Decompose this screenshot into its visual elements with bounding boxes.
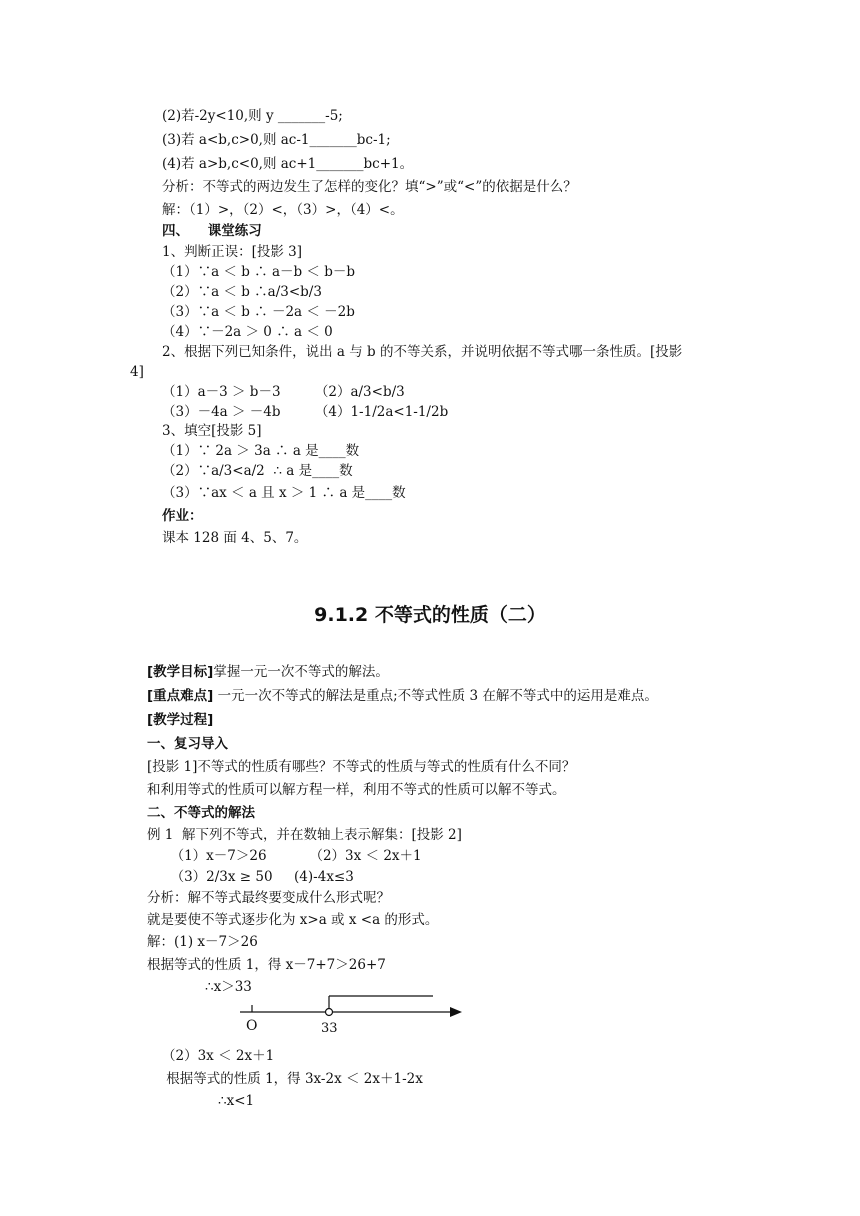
example-1-line-1: （1）x－7＞26 （2）3x ＜ 2x＋1 — [162, 848, 422, 864]
example-1: 例 1 解下列不等式，并在数轴上表示解集：[投影 2] — [147, 827, 462, 843]
exercise-3-3: （3）∵ax ＜ a 且 x ＞ 1 ∴ a 是____数 — [162, 485, 406, 501]
open-point-33 — [326, 1009, 333, 1016]
section-title: 9.1.2 不等式的性质（二） — [314, 604, 546, 626]
homework-text: 课本 128 面 4、5、7。 — [162, 530, 308, 546]
exercise-2-1: （1）a－3 ＞ b－3 （2）a/3<b/3 — [162, 384, 405, 400]
teaching-goal-label: [教学目标] — [147, 664, 214, 680]
exercise-2-2: （3）－4a ＞ －4b （4）1-1/2a<1-1/2b — [162, 404, 449, 420]
key-difficulty-label: [重点难点] — [147, 688, 214, 704]
exercise-1-3: （3）∵a ＜ b ∴ －2a ＜ －2b — [162, 304, 355, 320]
axis-origin-label: O — [246, 1018, 258, 1034]
teaching-goal-text: 掌握一元一次不等式的解法。 — [213, 664, 389, 680]
solution-line-3: （2）3x ＜ 2x＋1 — [162, 1048, 275, 1064]
intro-line-2: 和利用等式的性质可以解方程一样，利用不等式的性质可以解不等式。 — [147, 782, 566, 798]
solving-heading: 二、不等式的解法 — [147, 805, 255, 821]
question-4: (4)若 a>b,c<0,则 ac+1_______bc+1。 — [162, 156, 414, 172]
key-difficulty-text: 一元一次不等式的解法是重点;不等式性质 3 在解不等式中的运用是难点。 — [213, 688, 658, 704]
teaching-process-label: [教学过程] — [147, 712, 214, 728]
section-4-heading: 四、 课堂练习 — [162, 223, 262, 239]
exercise-2-wrap: 4] — [130, 364, 144, 380]
question-3: (3)若 a<b,c>0,则 ac-1_______bc-1; — [162, 132, 391, 148]
analysis-line-1: 分析：解不等式最终要变成什么形式呢？ — [147, 890, 390, 906]
homework-label: 作业： — [162, 508, 203, 524]
exercise-3-1: （1）∵ 2a ＞ 3a ∴ a 是____数 — [162, 443, 360, 459]
axis-33-label: 33 — [321, 1021, 338, 1036]
solution-line-4: 根据等式的性质 1，得 3x-2x ＜ 2x＋1-2x — [162, 1071, 423, 1087]
exercise-1-4: （4）∵－2a ＞ 0 ∴ a ＜ 0 — [162, 324, 333, 340]
analysis-line-2: 就是要使不等式逐步化为 x>a 或 x <a 的形式。 — [147, 912, 439, 928]
solution-line-1: 解：(1) x－7＞26 — [147, 934, 258, 950]
example-1-line-2: （3）2/3x ≥ 50 (4)-4x≤3 — [162, 869, 354, 885]
exercise-1: 1、判断正误：[投影 3] — [162, 244, 303, 260]
solution-result-2: ∴x<1 — [218, 1093, 255, 1109]
axis-arrow — [450, 1007, 462, 1017]
exercise-3: 3、填空[投影 5] — [162, 423, 262, 439]
solution-result-1: ∴x＞33 — [205, 979, 252, 995]
analysis-text: 分析：不等式的两边发生了怎样的变化？填“>”或“<”的依据是什么？ — [162, 179, 577, 195]
intro-line-1: [投影 1]不等式的性质有哪些？不等式的性质与等式的性质有什么不同？ — [147, 759, 576, 775]
exercise-1-1: （1）∵a ＜ b ∴ a－b ＜ b－b — [162, 264, 356, 280]
exercise-3-2: （2）∵a/3<a/2 ∴ a 是____数 — [162, 463, 353, 479]
solution-line-2: 根据等式的性质 1，得 x－7+7＞26+7 — [147, 957, 386, 973]
answer-text: 解：（1）>，（2）<，（3）>，（4）<。 — [162, 202, 404, 218]
exercise-2: 2、根据下列已知条件，说出 a 与 b 的不等关系，并说明依据不等式哪一条性质。[投影 — [162, 344, 683, 360]
exercise-1-2: （2）∵a ＜ b ∴a/3<b/3 — [162, 284, 322, 300]
review-heading: 一、复习导入 — [147, 736, 228, 752]
question-2: (2)若-2y<10,则 y _______-5; — [162, 108, 343, 124]
